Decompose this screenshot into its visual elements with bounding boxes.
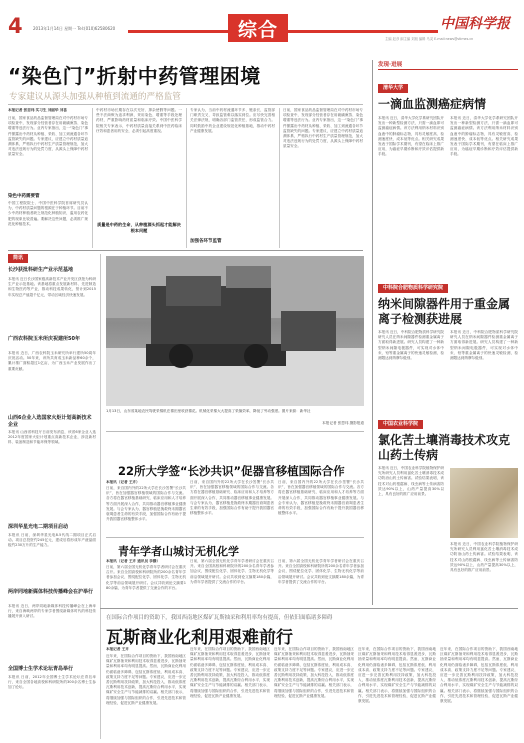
brief-body-1: 本报讯 近日长沙国家级高新技术产业开发区获批为科研生产业示范基地。该基地将重点发展新材料、先进制造和生物医药等产业，推动科技成果转化，预计到2015年实现总产值超千亿元，带动区域经济快速发展。 [8,277,96,297]
section-banner [228,14,288,42]
section-banner-left [128,30,228,33]
brief-title-4: 深圳华星光电二期项目启动 [8,524,69,530]
sidebar-body-2a: 本报讯 近日，中科院合肥物质科学研究院研究人员在纳米间隙器件检测重金属离子方面取得新进展。研究人员构建了一种新型纳米间隙电极器件，可实现对水体中汞、铅等重金属离子的快速灵敏检测，检测限达到纳摩尔级别。 [378,330,444,361]
photo-credit: 本报记者 张思玮 摄影报道 [322,421,364,425]
sidebar-body-2b: 本报讯 近日，中科院合肥物质科学研究院研究人员在纳米间隙器件检测重金属离子方面取得新进展。研究人员构建了一种新型纳米间隙电极器件，可实现对水体中汞、铅等重金属离子的快速灵敏检测，检测限达到纳摩尔级别。 [450,330,518,361]
story2-body-col1: 日前，来自国内外的22所大学在长沙签署“长沙共识”，旨在加强器官移植领域的国际合作与交流。各方将在器官移植基础研究、临床应用和人才培养等方面开展深入合作，共同推动器官移植事业健康发展。与会专家认为，器官移植是挽救终末期器官衰竭患者生命的有效手段，加强国际合作有助于提升我国器官移植整体水平。 [106,486,186,522]
lead-body-col4: 日前，国家食品药品监督管理局在对中药材市场专项检查中，发现部分经营者存在用硫磺熏蒸、染色增重等违法行为。业内专家指出，这一“染色门”事件暴露出中药材从种植、采收、加工到流通各环节监管缺失的问题。专家建议，应建立中药材质量追溯体系，严格执行中药材生产质量管理规范，加大对违法违规行为的处罚力度，从源头上保障中药材质量安全。 [283,108,363,149]
bottom-intro: 在国际合作项目的资助下，我国西南地区煤矿瓦斯抽采和利用率均有提高，但依旧面临诸多障碍 [106,615,333,621]
sidebar-title-2: 纳米间隙器件用于重金属离子检测获进展 [378,297,511,326]
sidebar-body-3b: 本报讯 近日，中国农业科学院植物保护研究所研究人员利用氯化苦土壤消毒技术成功防治山药土传病害。试验结果表明，该技术对山药根腐病、线虫病等土传病害防效达90%以上，山药产量提高30%以上，具有良好的推广应用前景。 [450,542,518,573]
story3-body-col3: 日前，第六届全国无机化学青年学者研讨会在重庆召开。来自全国高校和科研院所的200余名青年学者参加会议，围绕配位化学、固体化学、生物无机化学等前沿领域展开研讨。会议共收到论文摘要180余篇，为青年学者提供了交流合作的平台。 [278,559,364,584]
masthead-sub: 主编 赵彦 副主编 刘旭 编辑 马灵 E-mail:news@stimes.cn [385,37,474,41]
story3-byline: 本报讯（记者 王卉 通讯员 李静） [106,559,161,563]
lead-subhead-1: 染色中药需要管 [8,194,40,199]
date-line: 2013年1月14日 星期一 Tel:(010)62580620 [33,26,116,31]
story2-body-col3: 日前，来自国内外的22所大学在长沙签署“长沙共识”，旨在加强器官移植领域的国际合作与交流。各方将在器官移植基础研究、临床应用和人才培养等方面开展深入合作，共同推动器官移植事业健康发展。与会专家认为，器官移植是挽救终末期器官衰竭患者生命的有效手段，加强国际合作有助于提升我国器官移植整体水平。 [278,480,364,516]
lead-title: “染色门”折射中药管理困境 [8,64,261,88]
harvester-illustration [106,256,364,406]
sidebar-section-title: 发现·进展 [378,62,403,68]
lead-subtitle: 专家建议从源头加强从种植到流通的严格监管 [9,92,181,102]
story2-body-col2: 日前，来自国内外的22所大学在长沙签署“长沙共识”，旨在加强器官移植领域的国际合作与交流。各方将在器官移植基础研究、临床应用和人才培养等方面开展深入合作，共同推动器官移植事业健康发展。与会专家认为，器官移植是挽救终末期器官衰竭患者生命的有效手段，加强国际合作有助于提升我国器官移植整体水平。 [190,480,274,516]
sidebar-label-3: 中国农业科学院 [378,420,423,429]
bottom-title: 瓦斯商业化利用艰难前行 [106,628,293,648]
lead-quote: 质量是中药的生命，从种植源头抓起才能解决根本问题 [97,222,181,233]
lead-subhead-2: 加强各环节监管 [190,239,222,244]
lead-body-col1b: 中国工程院院士、中国中医科学院首席研究员认为，中药材质量问题的根源在于种植环节。目前不少中药材种植者缺乏规范化种植知识，滥用农药化肥的现象比较普遍。要解决这些问题，必须推广规范化种植技术。 [8,201,88,226]
brief-title-2: 广西农科院玉米所庆祝建所50年 [8,336,80,342]
brief-body-4: 本报讯 日前，深圳华星光电8.5代线二期项目正式启动。项目总投资约245亿元，建成后将形成年产液晶面板约230万片的生产能力。 [8,533,96,548]
story3-body-col1: 日前，第六届全国无机化学青年学者研讨会在重庆召开。来自全国高校和科研院所的200余名青年学者参加会议，围绕配位化学、固体化学、生物无机化学等前沿领域展开研讨。会议共收到论文摘要180余篇，为青年学者提供了交流合作的平台。 [106,565,186,590]
lead-byline: 本报记者 张思玮 实习生 刘丽华 刘喜 [8,108,67,112]
brief-title-5: 两岸同地新媒体科技传播峰会在沪举行 [8,589,94,595]
story2-byline: 本报讯（记者 王卉） [106,480,140,484]
yam-photo [450,468,518,538]
bottom-body-col4: 近年来，在国际合作项目的资助下，我国西南地区煤矿瓦斯抽采和利用技术取得显著进步，瓦斯抽采量和利用率均有明显提高。然而，瓦斯商业化利用仍面临诸多障碍，包括瓦斯浓度低、利用成本高、政策支持力度不足等问题。专家建议，应进一步完善瓦斯利用扶持政策，加大科技投入，推动低浓度瓦斯利用技术创新，提高瓦斯综合利用水平，实现煤矿安全生产与节能减排的双赢。相关部门表示，将继续加强与国际组织的合作，引进先进技术和管理经验，促进瓦斯产业健康发展。 [358,647,436,704]
story2-title: 22所大学签“长沙共识”促器官移植国际合作 [118,464,345,478]
brief-title-6: 全国博士生学术论坛青岛举行 [8,666,74,672]
brief-body-6: 本报讯 日前，2012年全国博士生学术论坛在青岛举行，来自全国各地高校和科研院所的300余名博士生参加了论坛。 [8,675,96,690]
section-banner-right [288,30,438,33]
lead-body-col1: 日前，国家食品药品监督管理局在对中药材市场专项检查中，发现部分经营者存在用硫磺熏蒸、染色增重等违法行为。业内专家指出，这一“染色门”事件暴露出中药材从种植、采收、加工到流通各环节监管缺失的问题。专家建议，应建立中药材质量追溯体系，严格执行中药材生产质量管理规范，加大对违法违规行为的处罚力度，从源头上保障中药材质量安全。 [8,116,88,157]
cotton-harvest-photo [106,256,364,406]
lead-body-col3: 专家认为，当前中药材流通环节多、链条长，监管部门职责交叉，导致监管难以落实到位。应尽快完善相关法律法规，明确各部门监管责任，形成监管合力。同时鼓励中药企业建设规范化种植基地，推动中药材产业健康发展。 [190,108,275,133]
bottom-body-col3: 近年来，在国际合作项目的资助下，我国西南地区煤矿瓦斯抽采和利用技术取得显著进步，瓦斯抽采量和利用率均有明显提高。然而，瓦斯商业化利用仍面临诸多障碍，包括瓦斯浓度低、利用成本高、政策支持力度不足等问题。专家建议，应进一步完善瓦斯利用扶持政策，加大科技投入，推动低浓度瓦斯利用技术创新，提高瓦斯综合利用水平，实现煤矿安全生产与节能减排的双赢。相关部门表示，将继续加强与国际组织的合作，引进先进技术和管理经验，促进瓦斯产业健康发展。 [274,647,354,698]
story3-title: 青年学者山城讨无机化学 [118,545,239,558]
bottom-body-col1: 近年来，在国际合作项目的资助下，我国西南地区煤矿瓦斯抽采和利用技术取得显著进步，瓦斯抽采量和利用率均有明显提高。然而，瓦斯商业化利用仍面临诸多障碍，包括瓦斯浓度低、利用成本高、政策支持力度不足等问题。专家建议，应进一步完善瓦斯利用扶持政策，加大科技投入，推动低浓度瓦斯利用技术创新，提高瓦斯综合利用水平，实现煤矿安全生产与节能减排的双赢。相关部门表示，将继续加强与国际组织的合作，引进先进技术和管理经验，促进瓦斯产业健康发展。 [106,654,186,705]
sidebar-title-1: 一滴血监测癌症病情 [378,97,487,111]
brief-body-2: 本报讯 近日，广西农科院玉米研究所举行建所50周年庆祝活动。50年来，该所共育成玉米新品种60余个，累计推广面积超过1亿亩，为广西玉米产业发展作出了重要贡献。 [8,351,96,371]
brief-body-3: 本报讯 山西省科技厅日前发布消息，该省6家企业入选2012年度国家火炬计划重点高新技术企业，涉及新材料、装备制造和节能环保等领域。 [8,430,96,445]
sidebar [378,60,518,605]
sidebar-label-1: 清华大学 [378,84,408,93]
brief-label: 简讯 [8,254,28,263]
story3-body-col2: 日前，第六届全国无机化学青年学者研讨会在重庆召开。来自全国高校和科研院所的200余名青年学者参加会议，围绕配位化学、固体化学、生物无机化学等前沿领域展开研讨。会议共收到论文摘要180余篇，为青年学者提供了交流合作的平台。 [190,559,274,584]
photo-caption: 1月13日，山东省某地农民驾驶采棉机在棉田里收获棉花。机械化采棉大大提高了采摘效率，降低了劳动强度。图片来源：新华社 [106,409,311,413]
sidebar-body-3a: 本报讯 近日，中国农业科学院植物保护研究所研究人员利用氯化苦土壤消毒技术成功防治山药土传病害。试验结果表明，该技术对山药根腐病、线虫病等土传病害防效达90%以上，山药产量提高30%以上，具有良好的推广应用前景。 [378,466,444,497]
brief-title-3: 山西6企业入选国家火炬计划高新技术企业 [8,415,92,428]
sidebar-label-2: 中科院合肥物质科学研究院 [378,284,448,293]
bottom-body-col2: 近年来，在国际合作项目的资助下，我国西南地区煤矿瓦斯抽采和利用技术取得显著进步，瓦斯抽采量和利用率均有明显提高。然而，瓦斯商业化利用仍面临诸多障碍，包括瓦斯浓度低、利用成本高、政策支持力度不足等问题。专家建议，应进一步完善瓦斯利用扶持政策，加大科技投入，推动低浓度瓦斯利用技术创新，提高瓦斯综合利用水平，实现煤矿安全生产与节能减排的双赢。相关部门表示，将继续加强与国际组织的合作，引进先进技术和管理经验，促进瓦斯产业健康发展。 [190,647,270,698]
bottom-byline: 本报记者 王卉 [106,647,129,651]
page-number: 4 [8,14,23,38]
sidebar-title-3: 氯化苦土壤消毒技术攻克山药土传病 [378,433,511,462]
sidebar-body-1a: 本报讯 近日，清华大学化学系研究团队开发出一种新型检测方法，只需一滴血即可监测癌症病情。该方法利用纳米材料识别血液中的肿瘤标志物，具有灵敏度高、检测速度快、成本低等优点。相关研究成果发表于国际学术期刊，有望在临床上推广应用，为癌症早期诊断和疗效评估提供新手段。 [378,116,444,157]
brief-body-5: 本报讯 近日，两岸同地新媒体科技传播峰会在上海举行，来自海峡两岸的专家学者围绕新媒体时代的科技传播展开深入研讨。 [8,604,96,619]
brief-title-1: 长沙获批科研生产业示范基地 [8,267,74,273]
lead-body-col2: 中药材市场长期存在以次充好、掺杂使假等问题。一些不法商贩为追求利润，采用染色、增重等手段处理药材，严重影响药材质量和临床疗效。中国中医科学院相关专家表示，中药材质量直接关系到中医药临床疗效和患者用药安全，必须引起高度重视。 [96,108,182,133]
masthead: 中国科学报 [440,16,510,32]
section-title: 综合 [237,18,278,41]
sidebar-body-1b: 本报讯 近日，清华大学化学系研究团队开发出一种新型检测方法，只需一滴血即可监测癌症病情。该方法利用纳米材料识别血液中的肿瘤标志物，具有灵敏度高、检测速度快、成本低等优点。相关研究成果发表于国际学术期刊，有望在临床上推广应用，为癌症早期诊断和疗效评估提供新手段。 [450,116,518,157]
bottom-body-col5: 近年来，在国际合作项目的资助下，我国西南地区煤矿瓦斯抽采和利用技术取得显著进步，瓦斯抽采量和利用率均有明显提高。然而，瓦斯商业化利用仍面临诸多障碍，包括瓦斯浓度低、利用成本高、政策支持力度不足等问题。专家建议，应进一步完善瓦斯利用扶持政策，加大科技投入，推动低浓度瓦斯利用技术创新，提高瓦斯综合利用水平，实现煤矿安全生产与节能减排的双赢。相关部门表示，将继续加强与国际组织的合作，引进先进技术和管理经验，促进瓦斯产业健康发展。 [440,647,518,704]
page-header [0,0,524,50]
